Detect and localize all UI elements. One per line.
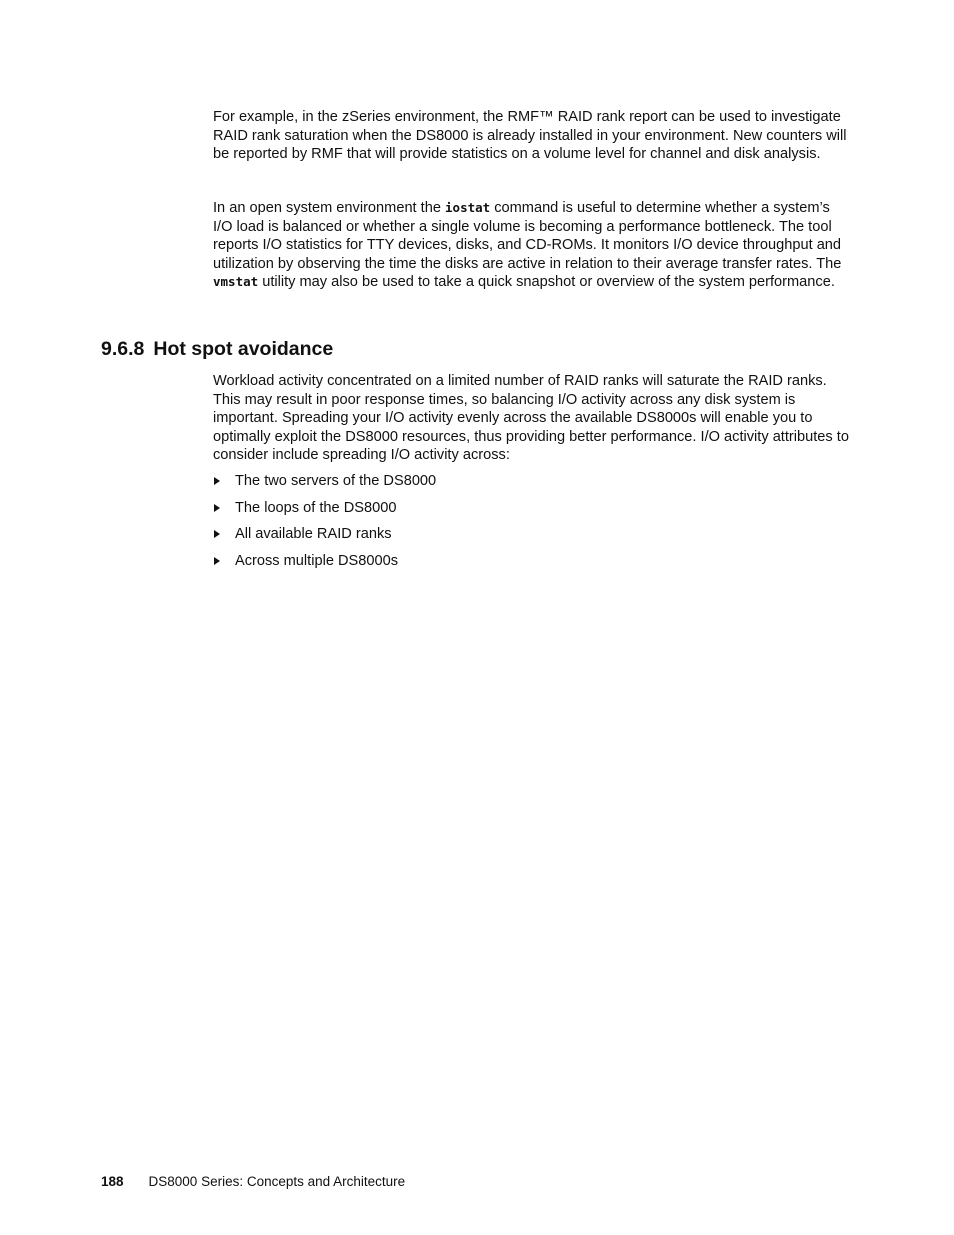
list-item [213, 499, 436, 518]
list-item-text: The two servers of the DS8000 [235, 473, 437, 489]
bullet-list [213, 472, 436, 578]
section-heading [101, 337, 333, 361]
paragraph-iostat-text-2: command is useful to determine whether a system’s I/O load is balanced or whether a single volume is becoming a performance bottleneck. The tool reports I/O statistics for TTY devices, disks, and CD-ROMs. It monitors I/O device throughput and utilization by observing the time the disks are active in relation to their average transfer rates. The [213, 200, 842, 272]
paragraph-hot-spot: Workload activity concentrated on a limited number of RAID ranks will saturate the RAID ranks. This may result in poor response times, so balancing I/O activity across any disk system is important. Spreading your I/O activity evenly across the available DS8000s will enable you to optimally exploit the DS8000 resources, thus providing better performance. I/O activity attributes to consider include spreading I/O activity across: [213, 373, 849, 463]
list-item-text: Across multiple DS8000s [235, 552, 399, 569]
list-item-text: All available RAID ranks [235, 526, 392, 542]
section-title: Hot spot avoidance [153, 338, 334, 360]
page-number: 188 [101, 1174, 124, 1189]
triangle-bullet-icon [214, 530, 220, 538]
list-item [213, 525, 436, 544]
page-footer [101, 1173, 405, 1191]
list-item-text: The loops of the DS8000 [235, 499, 397, 516]
list-item [213, 472, 436, 491]
paragraph-rmf: For example, in the zSeries environment, the RMF™ RAID rank report can be used to investigate RAID rank saturation when the DS8000 is already installed in your environment. New counters will be reported by RMF that will provide statistics on a volume level for channel and disk analysis. [213, 109, 847, 162]
triangle-bullet-icon [214, 504, 220, 512]
triangle-bullet-icon [214, 477, 220, 485]
paragraph-iostat [213, 199, 853, 292]
iostat-command: iostat [445, 200, 491, 215]
vmstat-command: vmstat [213, 274, 259, 289]
triangle-bullet-icon [214, 557, 220, 565]
list-item [213, 552, 436, 571]
section-number: 9.6.8 [101, 338, 145, 360]
paragraph-iostat-text-3: utility may also be used to take a quick snapshot or overview of the system performance. [258, 274, 835, 290]
book-title: DS8000 Series: Concepts and Architecture [148, 1174, 406, 1189]
paragraph-iostat-text-1: In an open system environment the [213, 200, 446, 216]
